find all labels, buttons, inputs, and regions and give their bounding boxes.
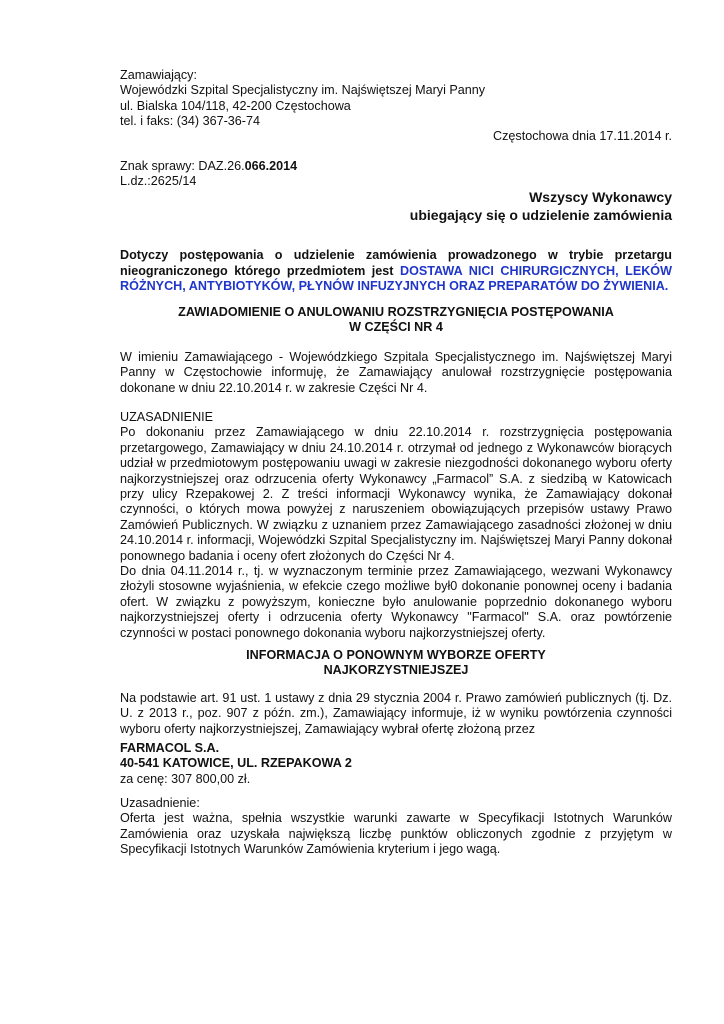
place-date: Częstochowa dnia 17.11.2014 r. <box>493 129 672 143</box>
case-number: 066.2014 <box>244 159 298 173</box>
recipients-line2: ubiegający się o udzielenie zamówienia <box>409 207 672 223</box>
reselection-paragraph: Na podstawie art. 91 ust. 1 ustawy z dnia 29 stycznia 2004 r. Prawo zamówień publicznych (tj. Dz. U. z 2013 r., poz. 907 z późn. zm.), Zamawiający informuje, iż w wyniku powtórzenia czynności wyboru oferty najkorzystniejszej, Zamawiający wybrał ofertę złożoną przez <box>120 691 672 736</box>
company-address: 40-541 KATOWICE, UL. RZEPAKOWA 2 <box>120 756 352 771</box>
hospital-address: ul. Bialska 104/118, 42-200 Częstochowa <box>120 98 351 113</box>
notice-title-line2: W CZĘŚCI NR 4 <box>349 320 443 335</box>
ref-number: L.dz.:2625/14 <box>120 174 197 189</box>
justification-paragraph-2: Do dnia 04.11.2014 r., tj. w wyznaczonym terminie przez Zamawiającego, wezwani Wykonawcy złożyli stosowne wyjaśnienia, w efekcie czego możliwe był0 dokonanie ponownej oceny i badania ofert. W związku z powyższym, konieczne było anulowanie poprzednio dokonanego wyboru najkorzystniejszej oferty i odrzucenia oferty Wykonawcy "Farmacol" S.A. oraz powtórzenie czynności w postaci ponownego dokonania wyboru najkorzystniejszej oferty. <box>120 564 672 640</box>
notice-paragraph: W imieniu Zamawiającego - Wojewódzkiego Szpitala Specjalistycznego im. Najświętszej Maryi Panny w Częstochowie informuję, że Zamawiający anulował rozstrzygnięcie postępowania dokonane w dniu 22.10.2014 r. w zakresie Części Nr 4. <box>120 350 672 395</box>
offer-price: za cenę: 307 800,00 zł. <box>120 771 251 786</box>
company-name: FARMACOL S.A. <box>120 741 220 755</box>
final-justification-heading: Uzasadnienie: <box>120 796 200 810</box>
reselection-title <box>120 648 672 679</box>
justification-heading: UZASADNIENIE <box>120 410 214 424</box>
recipients-line1: Wszyscy Wykonawcy <box>529 189 672 205</box>
ordering-label: Zamawiający: <box>120 68 197 82</box>
reselection-title-line1: INFORMACJA O PONOWNYM WYBORZE OFERTY <box>246 648 546 662</box>
case-reference <box>120 159 672 190</box>
subject-highlight: DOSTAWA NICI CHIRURGICZNYCH, LEKÓW RÓŻNYCH, ANTYBIOTYKÓW, PŁYNÓW INFUZYJNYCH ORAZ PREPARATÓW DO ŻYWIENIA. <box>120 263 672 294</box>
case-prefix: Znak sprawy: DAZ.26. <box>120 159 245 173</box>
subject-paragraph <box>120 248 672 295</box>
final-justification-paragraph: Oferta jest ważna, spełnia wszystkie warunki zawarte w Specyfikacji Istotnych Warunków Zamówienia oraz uzyskała największą liczbę punktów obliczonych zgodnie z przyjętym w Specyfikacji Istotnych Warunków Zamówienia kryterium i jego wagą. <box>120 811 672 857</box>
reselection-title-line2: NAJKORZYSTNIEJSZEJ <box>323 663 469 678</box>
subject-prefix: Dotyczy postępowania o udzielenie zamówienia prowadzonego w trybie przetargu nieograniczonego którego przedmiotem jest <box>120 248 672 278</box>
hospital-name: Wojewódzki Szpital Specjalistyczny im. Najświętszej Maryi Panny <box>120 83 486 98</box>
recipients <box>120 188 672 224</box>
notice-title-line1: ZAWIADOMIENIE O ANULOWANIU ROZSTRZYGNIĘCIA POSTĘPOWANIA <box>178 305 614 319</box>
hospital-phone: tel. i faks: (34) 367-36-74 <box>120 114 261 129</box>
sender-block <box>120 68 672 130</box>
justification-paragraph-1: Po dokonaniu przez Zamawiającego w dniu 22.10.2014 r. rozstrzygnięcia postępowania przetargowego, Zamawiający w dniu 24.10.2014 r. otrzymał od jednego z Wykonawców biorących udział w przedmiotowym postępowaniu uwagi w zakresie niezgodności dokonanego wyboru oferty najkorzystniejszej oraz odrzucenia oferty Wykonawcy „Farmacol” S.A. z siedzibą w Katowicach przy ulicy Rzepakowej 2. Z treści informacji Wykonawcy wynika, że Zamawiający dokonał czynności, o których mowa powyżej z naruszeniem obowiązujących przepisów ustawy Prawo Zamówień Publicznych. W związku z uznaniem przez Zamawiającego zasadności złożonej w dniu 24.10.2014 r. informacji, Wojewódzki Szpital Specjalistyczny im. Najświętszej Maryi Panny dokonał ponownego badania i oceny ofert złożonych do Części Nr 4. <box>120 425 672 563</box>
notice-title <box>120 305 672 336</box>
selected-company <box>120 741 672 787</box>
